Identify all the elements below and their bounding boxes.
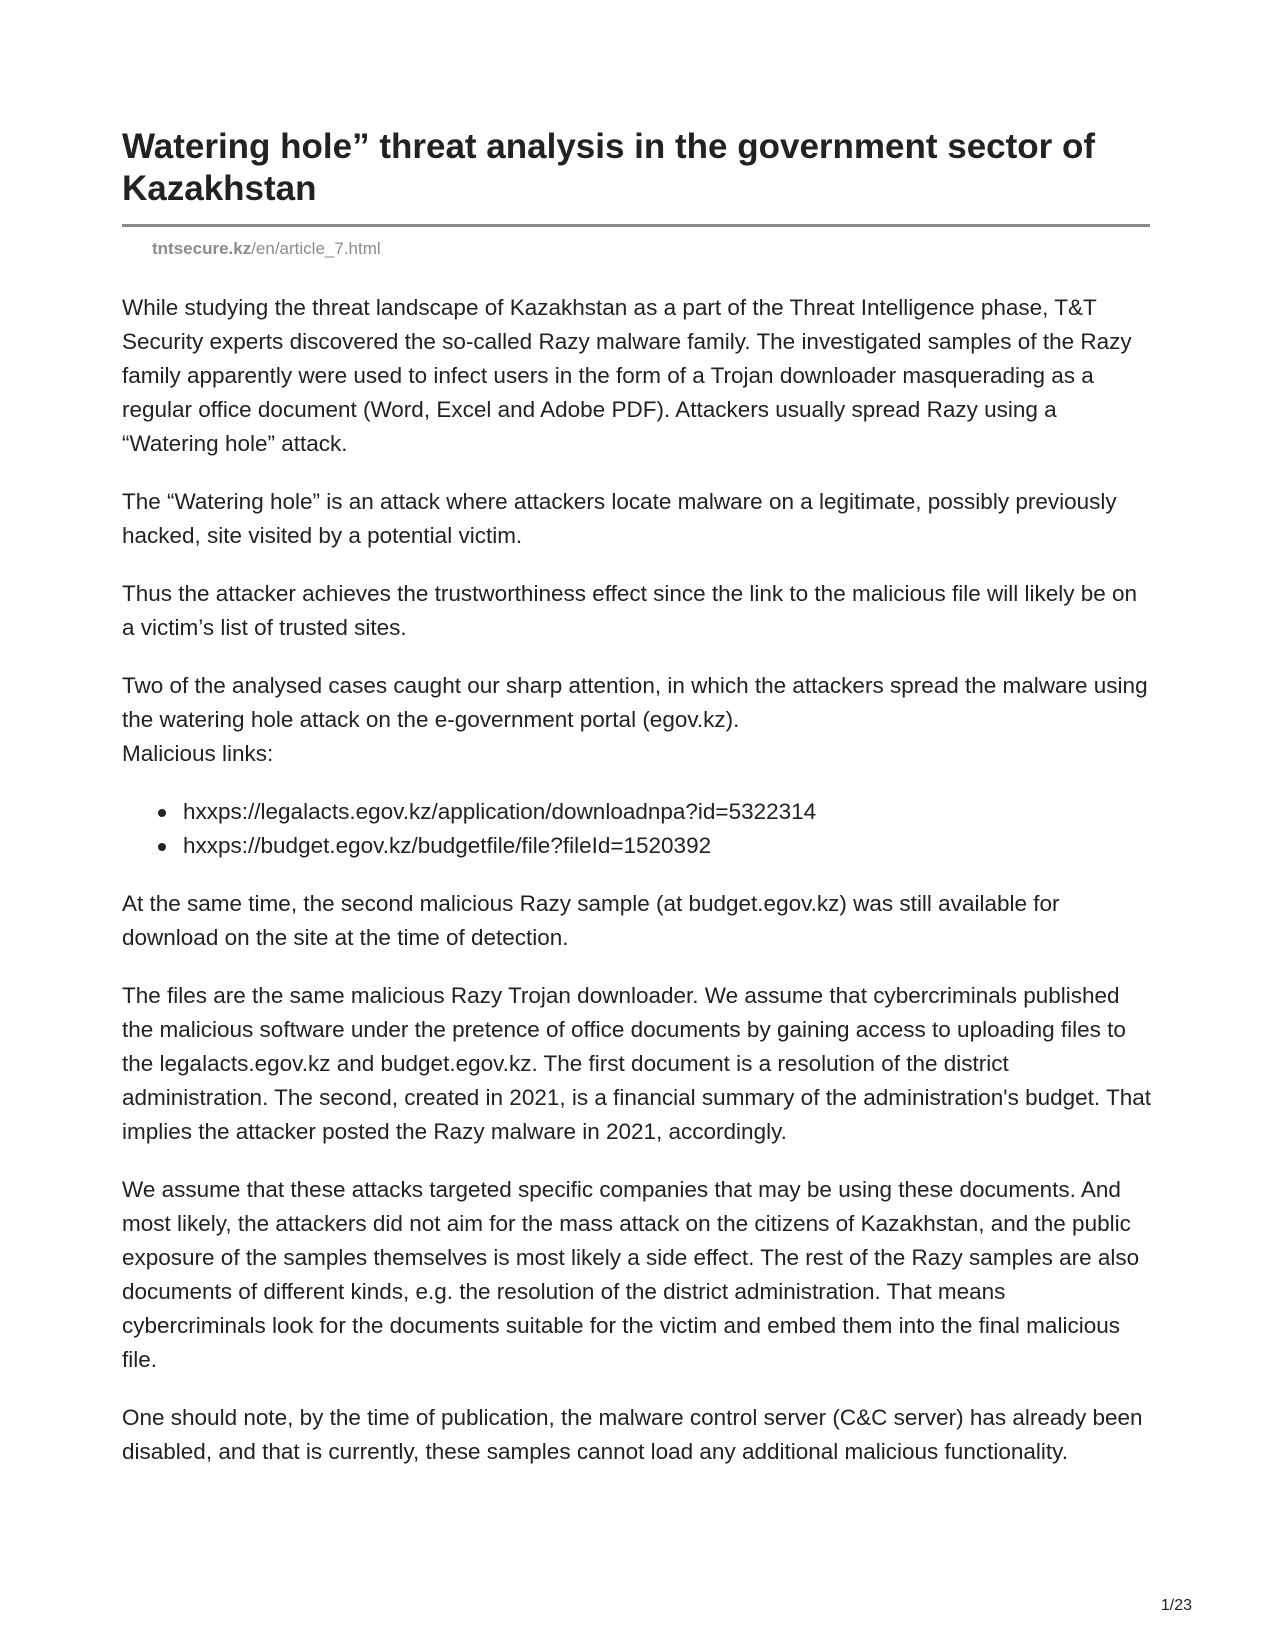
links-label: Malicious links:	[122, 741, 274, 766]
paragraph: The files are the same malicious Razy Trojan downloader. We assume that cybercriminals published the malicious software under the pretence of office documents by gaining access to uploading files to the legalacts.egov.kz and budget.egov.kz. The first document is a resolution of the district administration. The second, created in 2021, is a financial summary of the administration's budget. That implies the attacker posted the Razy malware in 2021, accordingly.	[122, 983, 1152, 1144]
source-domain: tntsecure.kz	[152, 239, 252, 258]
paragraph: Two of the analysed cases caught our sharp attention, in which the attackers spread the malware using the watering hole attack on the e-government portal (egov.kz).	[122, 673, 1148, 732]
source-path: /en/article_7.html	[251, 239, 381, 258]
article-title: Watering hole” threat analysis in the government sector of Kazakhstan	[122, 127, 1096, 208]
bullet-icon	[158, 843, 166, 851]
list-item	[158, 829, 1152, 863]
article	[122, 126, 1152, 1493]
paragraph: The “Watering hole” is an attack where attackers locate malware on a legitimate, possibly previously hacked, site visited by a potential victim.	[122, 489, 1117, 548]
paragraph: Thus the attacker achieves the trustworthiness effect since the link to the malicious file will likely be on a victim’s list of trusted sites.	[122, 581, 1138, 640]
malicious-link-text: hxxps://legalacts.egov.kz/application/downloadnpa?id=5322314	[183, 799, 817, 824]
page-number: 1/23	[1160, 1597, 1192, 1614]
malicious-links-list	[122, 795, 1152, 863]
paragraph: We assume that these attacks targeted specific companies that may be using these documents. And most likely, the attackers did not aim for the mass attack on the citizens of Kazakhstan, and the public exposure of the samples themselves is most likely a side effect. The rest of the Razy samples are also documents of different kinds, e.g. the resolution of the district administration. That means cybercriminals look for the documents suitable for the victim and embed them into the final malicious file.	[122, 1177, 1140, 1372]
source-url[interactable]	[152, 239, 1152, 259]
paragraph: At the same time, the second malicious Razy sample (at budget.egov.kz) was still available for download on the site at the time of detection.	[122, 891, 1060, 950]
malicious-link-text: hxxps://budget.egov.kz/budgetfile/file?fileId=1520392	[183, 833, 712, 858]
paragraph: One should note, by the time of publication, the malware control server (C&C server) has already been disabled, and that is currently, these samples cannot load any additional malicious functionality.	[122, 1405, 1143, 1464]
article-body	[122, 291, 1152, 1469]
title-divider	[122, 224, 1150, 227]
bullet-icon	[158, 809, 166, 817]
paragraph: While studying the threat landscape of Kazakhstan as a part of the Threat Intelligence phase, T&T Security experts discovered the so-called Razy malware family. The investigated samples of the Razy family apparently were used to infect users in the form of a Trojan downloader masquerading as a regular office document (Word, Excel and Adobe PDF). Attackers usually spread Razy using a “Watering hole” attack.	[122, 295, 1132, 456]
list-item	[158, 795, 1152, 829]
